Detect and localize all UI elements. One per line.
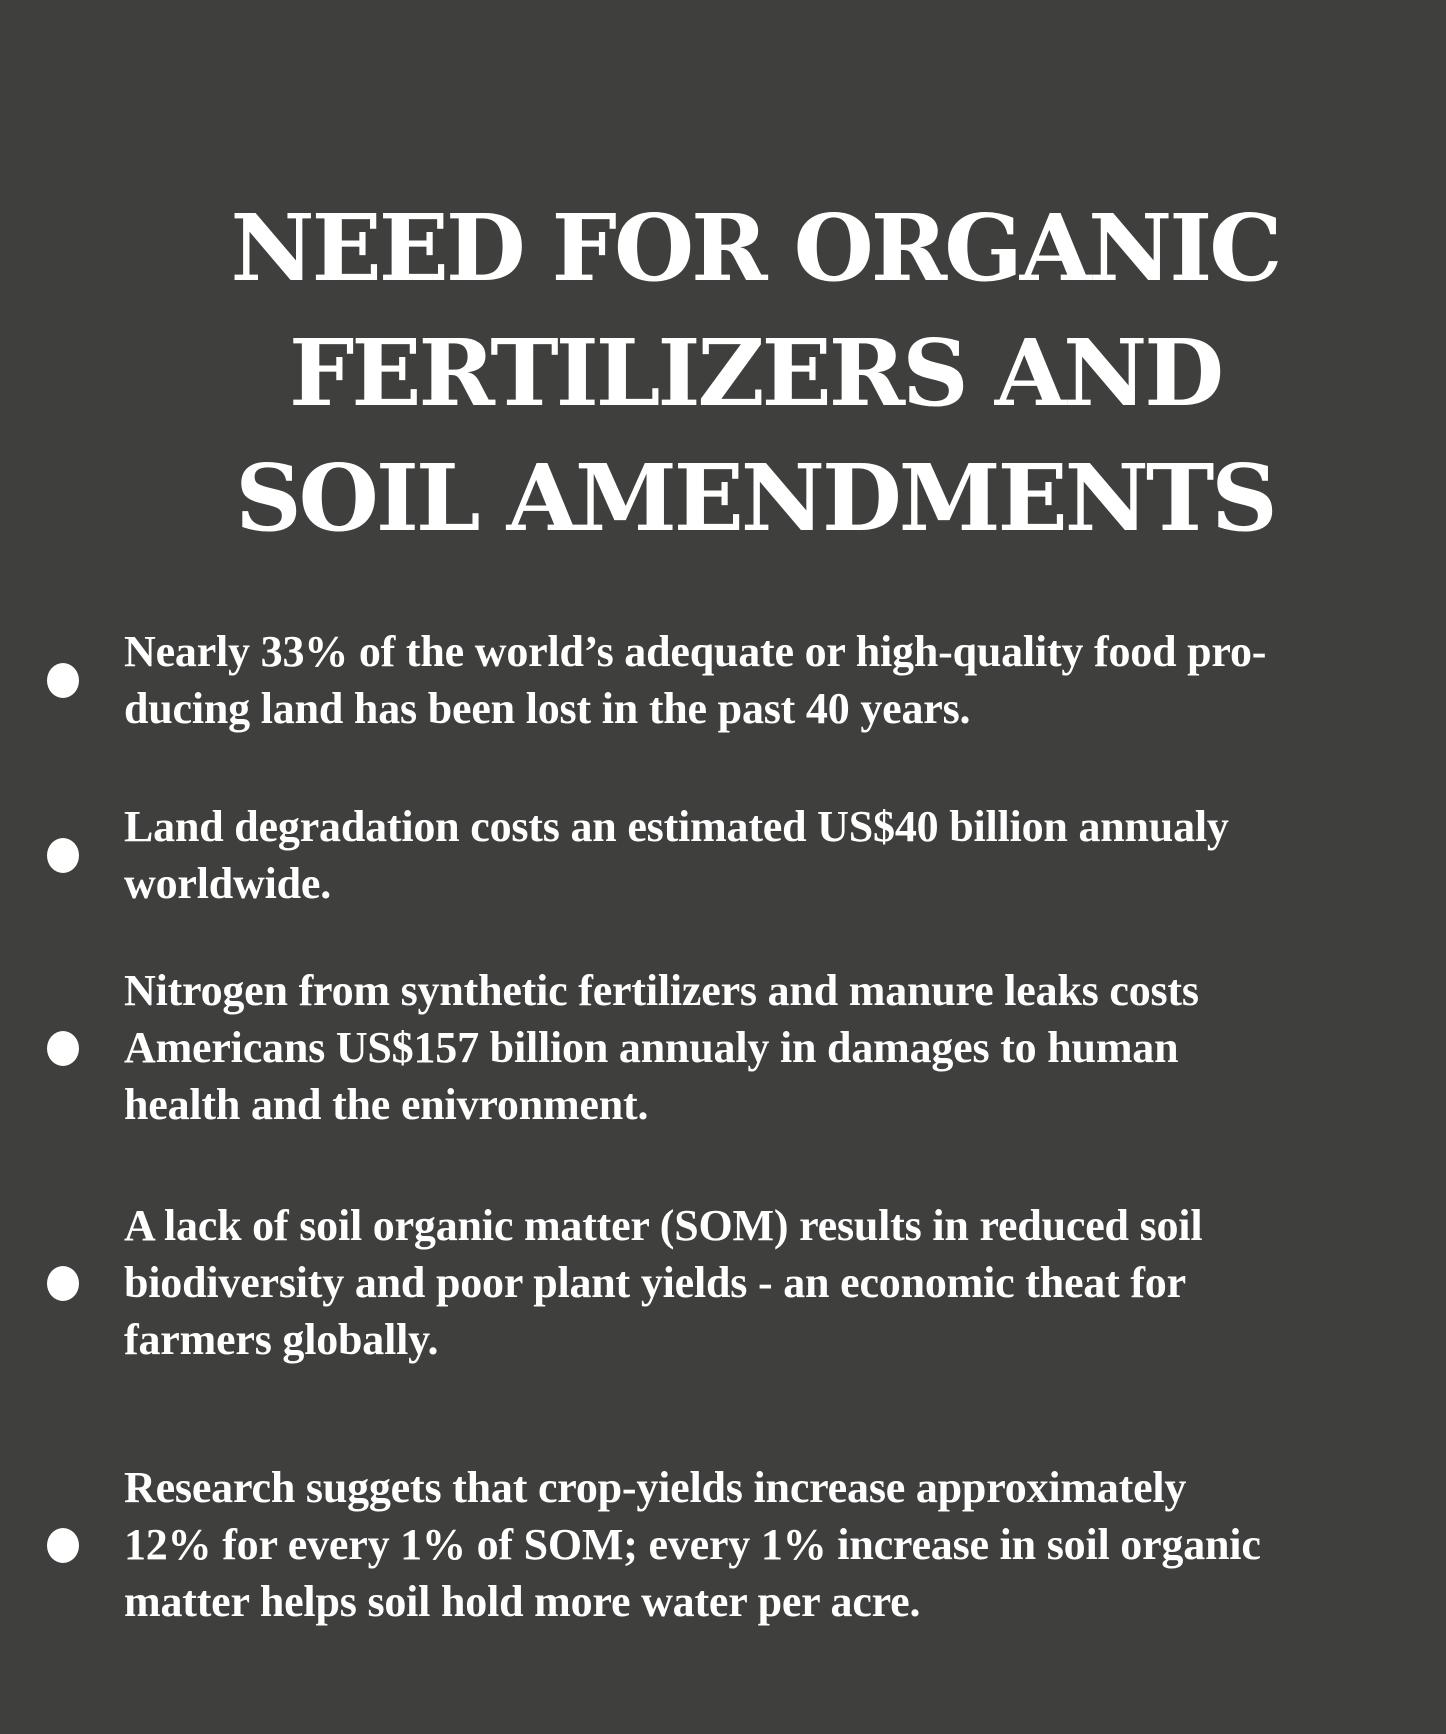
fact-item-land-degradation-cost <box>124 798 1404 912</box>
fact-text: Nearly 33% of the world’s adequate or high-quality food pro- ducing land has been lost in the past 40 years. <box>124 627 1267 733</box>
fact-item-crop-yield-research <box>124 1459 1404 1630</box>
title-line-2: FERTILIZERS AND <box>289 319 1221 427</box>
bullet-dot-icon <box>47 1266 79 1301</box>
bullet-dot-icon <box>47 1031 79 1066</box>
bullet-dot-icon <box>47 663 79 698</box>
title-line-3: SOIL AMENDMENTS <box>235 444 1275 552</box>
fact-text: Research suggets that crop-yields increase approximately 12% for every 1% of SOM; every 1% increase in soil organic matter helps soil hold more water per acre. <box>124 1463 1261 1626</box>
fact-item-nitrogen-leak-cost <box>124 962 1404 1133</box>
fact-item-land-loss <box>124 623 1404 737</box>
title-line-1: NEED FOR ORGANIC <box>230 194 1280 302</box>
bullet-dot-icon <box>47 838 79 873</box>
fact-text: Land degradation costs an estimated US$40 billion annualy worldwide. <box>124 802 1229 908</box>
fact-text: Nitrogen from synthetic fertilizers and manure leaks costs Americans US$157 billion annualy in damages to human health and the enivronment. <box>124 966 1199 1129</box>
bullet-dot-icon <box>47 1528 79 1563</box>
fact-text: A lack of soil organic matter (SOM) results in reduced soil biodiversity and poor plant yields - an economic theat for farmers globally. <box>124 1201 1203 1364</box>
fact-item-soil-organic-matter <box>124 1197 1404 1368</box>
